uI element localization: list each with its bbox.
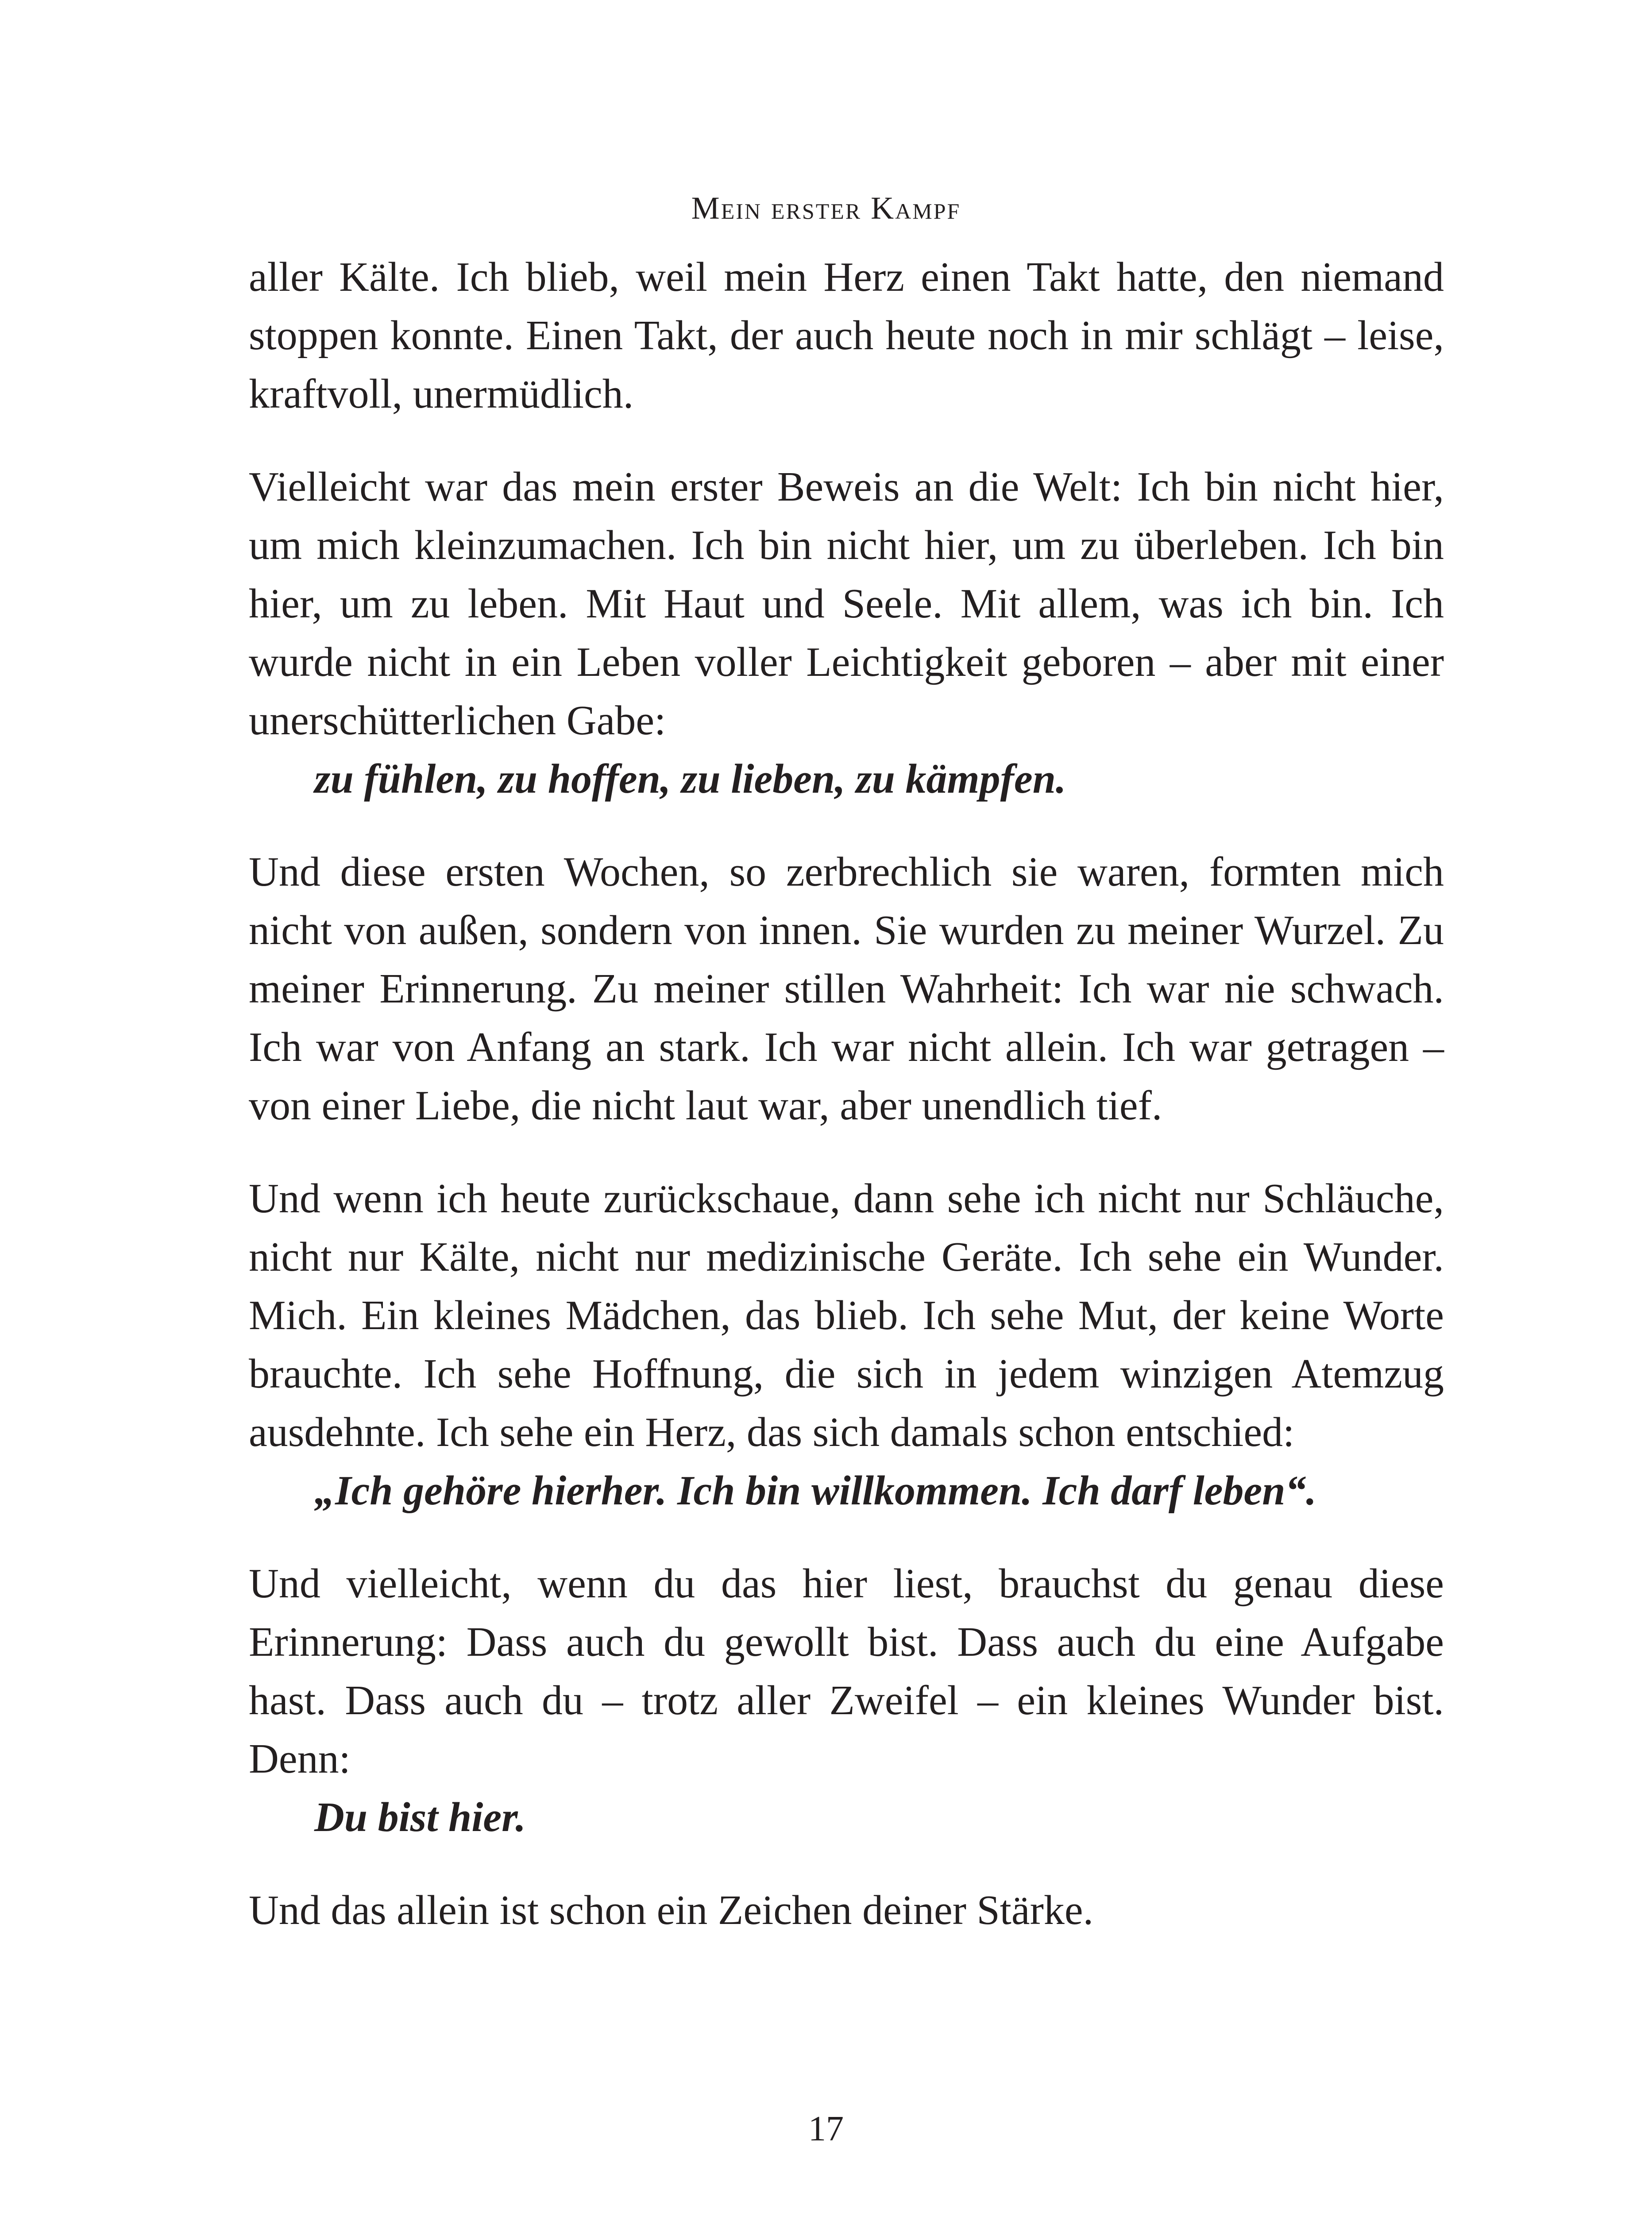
body-text <box>249 248 1444 1939</box>
page-number: 17 <box>808 2109 844 2148</box>
paragraph-6: Und das allein ist schon ein Zeichen deiner Stärke. <box>249 1887 1094 1933</box>
running-head-title: Mein erster Kampf <box>691 190 961 226</box>
emphasis-quote-2: „Ich gehöre hierher. Ich bin willkommen. Ich darf leben“. <box>314 1468 1317 1514</box>
paragraph-2: Vielleicht war das mein erster Beweis an die Welt: Ich bin nicht hier, um mich kleinzumachen. Ich bin nicht hier, um zu überleben. Ich bin hier, um zu leben. Mit Haut und Seele. Mit allem, was ich bin. Ich wurde nicht in ein Leben voller Leichtigkeit geboren – aber mit einer unerschütterlichen Gabe: <box>249 464 1444 744</box>
paragraph-1: aller Kälte. Ich blieb, weil mein Herz einen Takt hatte, den niemand stoppen konnte. Einen Takt, der auch heute noch in mir schlägt – leise, kraftvoll, unermüdlich. <box>249 254 1444 417</box>
paragraph-5: Und vielleicht, wenn du das hier liest, brauchst du genau diese Erinnerung: Dass auch du gewollt bist. Dass auch du eine Aufgabe hast. Dass auch du – trotz aller Zweifel – ein kleines Wunder bist. Denn: <box>249 1561 1444 1782</box>
paragraph-4: Und wenn ich heute zurückschaue, dann sehe ich nicht nur Schläuche, nicht nur Kälte, nicht nur medizinische Geräte. Ich sehe ein Wunder. Mich. Ein kleines Mädchen, das blieb. Ich sehe Mut, der keine Worte brauchte. Ich sehe Hoffnung, die sich in jedem winzigen Atemzug ausdehnte. Ich sehe ein Herz, das sich damals schon entschied: <box>249 1176 1444 1455</box>
emphasis-quote-3: Du bist hier. <box>314 1794 526 1840</box>
paragraph-3: Und diese ersten Wochen, so zerbrechlich sie waren, formten mich nicht von außen, sondern von innen. Sie wurden zu meiner Wurzel. Zu meiner Erinnerung. Zu meiner stillen Wahrheit: Ich war nie schwach. Ich war von Anfang an stark. Ich war nicht allein. Ich war getragen – von einer Liebe, die nicht laut war, aber unendlich tief. <box>249 849 1444 1129</box>
emphasis-quote-1: zu fühlen, zu hoffen, zu lieben, zu kämpfen. <box>314 756 1066 802</box>
